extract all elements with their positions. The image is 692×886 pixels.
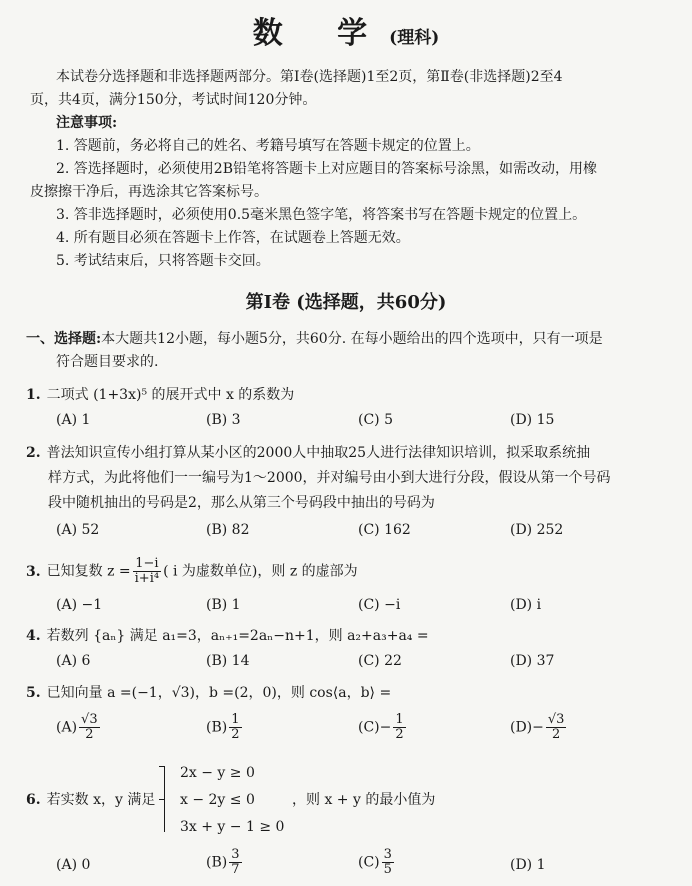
- q5-a-num: √3: [81, 712, 98, 727]
- q5-option-b: [206, 713, 244, 742]
- q4-option-a: (A) 6: [56, 653, 91, 669]
- part1-text-2: 符合题目要求的.: [56, 354, 159, 370]
- q2-number: 2.: [26, 445, 41, 461]
- q5-a-fraction: [79, 713, 100, 742]
- q4-option-c: (C) 22: [358, 653, 402, 669]
- q5-a-label: (A): [56, 719, 78, 736]
- q5-d-den: 2: [552, 727, 561, 742]
- q6-b-fraction: [229, 848, 241, 877]
- q6-pre: 若实数 x，y 满足: [46, 792, 156, 808]
- q5-b-fraction: [229, 713, 241, 742]
- note-5: 5. 考试结束后，只将答题卡交回。: [56, 253, 270, 269]
- q3-frac-num: 1−i: [135, 556, 159, 571]
- q3-option-b: (B) 1: [206, 597, 241, 613]
- q3-post: ( i 为虚数单位)，则 z 的虚部为: [163, 563, 358, 580]
- q1-option-c: (C) 5: [358, 412, 393, 428]
- q4-option-b: (B) 14: [206, 653, 250, 669]
- q5-d-num: √3: [547, 712, 565, 727]
- title-main: 数 学: [252, 16, 390, 51]
- question-5: [26, 684, 391, 702]
- q3-option-a: (A) −1: [56, 597, 103, 613]
- question-4: [26, 627, 429, 645]
- q6-b-label: (B): [206, 854, 228, 871]
- q5-a-den: 2: [85, 727, 94, 742]
- intro-line-1: 本试卷分选择题和非选择题两部分。第Ⅰ卷(选择题)1至2页，第Ⅱ卷(非选择题)2至4: [56, 69, 563, 85]
- note-2-cont: 皮擦擦干净后，再选涂其它答案标号。: [30, 184, 268, 200]
- q5-c-fraction: [393, 713, 405, 742]
- q5-b-num: 1: [231, 712, 240, 727]
- q1-option-d: (D) 15: [510, 412, 555, 428]
- q6-c-den: 5: [383, 862, 392, 877]
- q5-b-label: (B): [206, 719, 228, 736]
- q2-line-3: 段中随机抽出的号码是2，那么从第三个号码段中抽出的号码为: [48, 495, 435, 511]
- q2-option-c: (C) 162: [358, 522, 411, 538]
- q3-fraction: [133, 557, 161, 586]
- title-sub: (理科): [389, 28, 440, 48]
- question-6-lead: [26, 791, 155, 809]
- q6-post: ，则 x + y 的最小值为: [292, 792, 436, 808]
- q5-b-den: 2: [231, 727, 240, 742]
- q5-d-fraction: [546, 713, 567, 742]
- q2-line-1: 普法知识宣传小组打算从某小区的2000人中抽取25人进行法律知识培训，拟采取系统抽: [46, 445, 591, 461]
- q6-b-num: 3: [231, 847, 240, 862]
- q5-option-c: [358, 713, 408, 742]
- q6-option-b: [206, 848, 244, 877]
- question-2: [26, 444, 590, 462]
- q1-text: 二项式 (1+3x)⁵ 的展开式中 x 的系数为: [46, 387, 295, 403]
- q5-text: 已知向量 a =(−1，√3)，b =(2，0)，则 cos⟨a，b⟩ =: [46, 685, 392, 701]
- note-3: 3. 答非选择题时，必须使用0.5毫米黑色签字笔，将答案书写在答题卡规定的位置上。: [56, 207, 587, 223]
- question-1: [26, 386, 294, 404]
- q5-c-sign: −: [379, 719, 392, 736]
- q4-text: 若数列 {aₙ} 满足 a₁=3，aₙ₊₁=2aₙ−n+1，则 a₂+a₃+a₄ =: [46, 628, 429, 644]
- q3-frac-den: i+i⁴: [134, 571, 160, 586]
- q5-option-d: [510, 713, 568, 742]
- note-4: 4. 所有题目必须在答题卡上作答，在试题卷上答题无效。: [56, 230, 410, 246]
- question-3: [26, 557, 358, 586]
- q6-number: 6.: [26, 792, 41, 808]
- q1-number: 1.: [26, 387, 41, 403]
- page-title: [0, 8, 692, 52]
- q1-option-a: (A) 1: [56, 412, 91, 428]
- note-1: 1. 答题前，务必将自己的姓名、考籍号填写在答题卡规定的位置上。: [56, 138, 480, 154]
- q4-option-d: (D) 37: [510, 653, 555, 669]
- intro-line-2: 页，共4页，满分150分，考试时间120分钟。: [30, 92, 317, 108]
- q5-d-sign: −: [532, 719, 544, 736]
- q5-c-den: 2: [395, 727, 404, 742]
- q3-pre: 已知复数 z =: [46, 563, 131, 580]
- q3-number: 3.: [26, 563, 41, 580]
- q4-number: 4.: [26, 628, 41, 644]
- notes-heading: 注意事项:: [56, 115, 118, 131]
- q6-option-a: (A) 0: [56, 857, 91, 873]
- q6-ineq-3: 3x + y − 1 ≥ 0: [180, 819, 285, 835]
- q1-option-b: (B) 3: [206, 412, 241, 428]
- note-2: 2. 答选择题时，必须使用2B铅笔将答题卡上对应题目的答案标号涂黑，如需改动，用橡: [56, 161, 598, 177]
- q5-c-label: (C): [358, 719, 380, 736]
- q6-option-c: [358, 848, 396, 877]
- q3-option-d: (D) i: [510, 597, 542, 613]
- q6-option-d: (D) 1: [510, 857, 546, 873]
- q5-option-a: [56, 713, 102, 742]
- q2-option-b: (B) 82: [206, 522, 250, 538]
- q3-option-c: (C) −i: [358, 597, 401, 613]
- q5-number: 5.: [26, 685, 41, 701]
- q5-c-num: 1: [395, 712, 404, 727]
- q6-c-num: 3: [383, 847, 392, 862]
- section-title: 第Ⅰ卷 (选择题，共60分): [245, 292, 447, 313]
- q2-option-a: (A) 52: [56, 522, 100, 538]
- q6-system-brace: [164, 766, 173, 832]
- part1-label: 一、选择题:: [26, 331, 102, 347]
- q6-c-fraction: [382, 848, 394, 877]
- q6-ineq-1: 2x − y ≥ 0: [180, 765, 255, 781]
- q6-b-den: 7: [231, 862, 240, 877]
- q2-line-2: 样方式，为此将他们一一编号为1～2000，并对编号由小到大进行分段，假设从第一个号码: [48, 470, 611, 486]
- part1-text-1: 本大题共12小题，每小题5分，共60分. 在每小题给出的四个选项中，只有一项是: [101, 331, 603, 347]
- q5-d-label: (D): [510, 719, 533, 736]
- part1-intro: [26, 330, 603, 348]
- q2-option-d: (D) 252: [510, 522, 564, 538]
- q6-c-label: (C): [358, 854, 380, 871]
- q6-ineq-2: x − 2y ≤ 0: [180, 792, 255, 808]
